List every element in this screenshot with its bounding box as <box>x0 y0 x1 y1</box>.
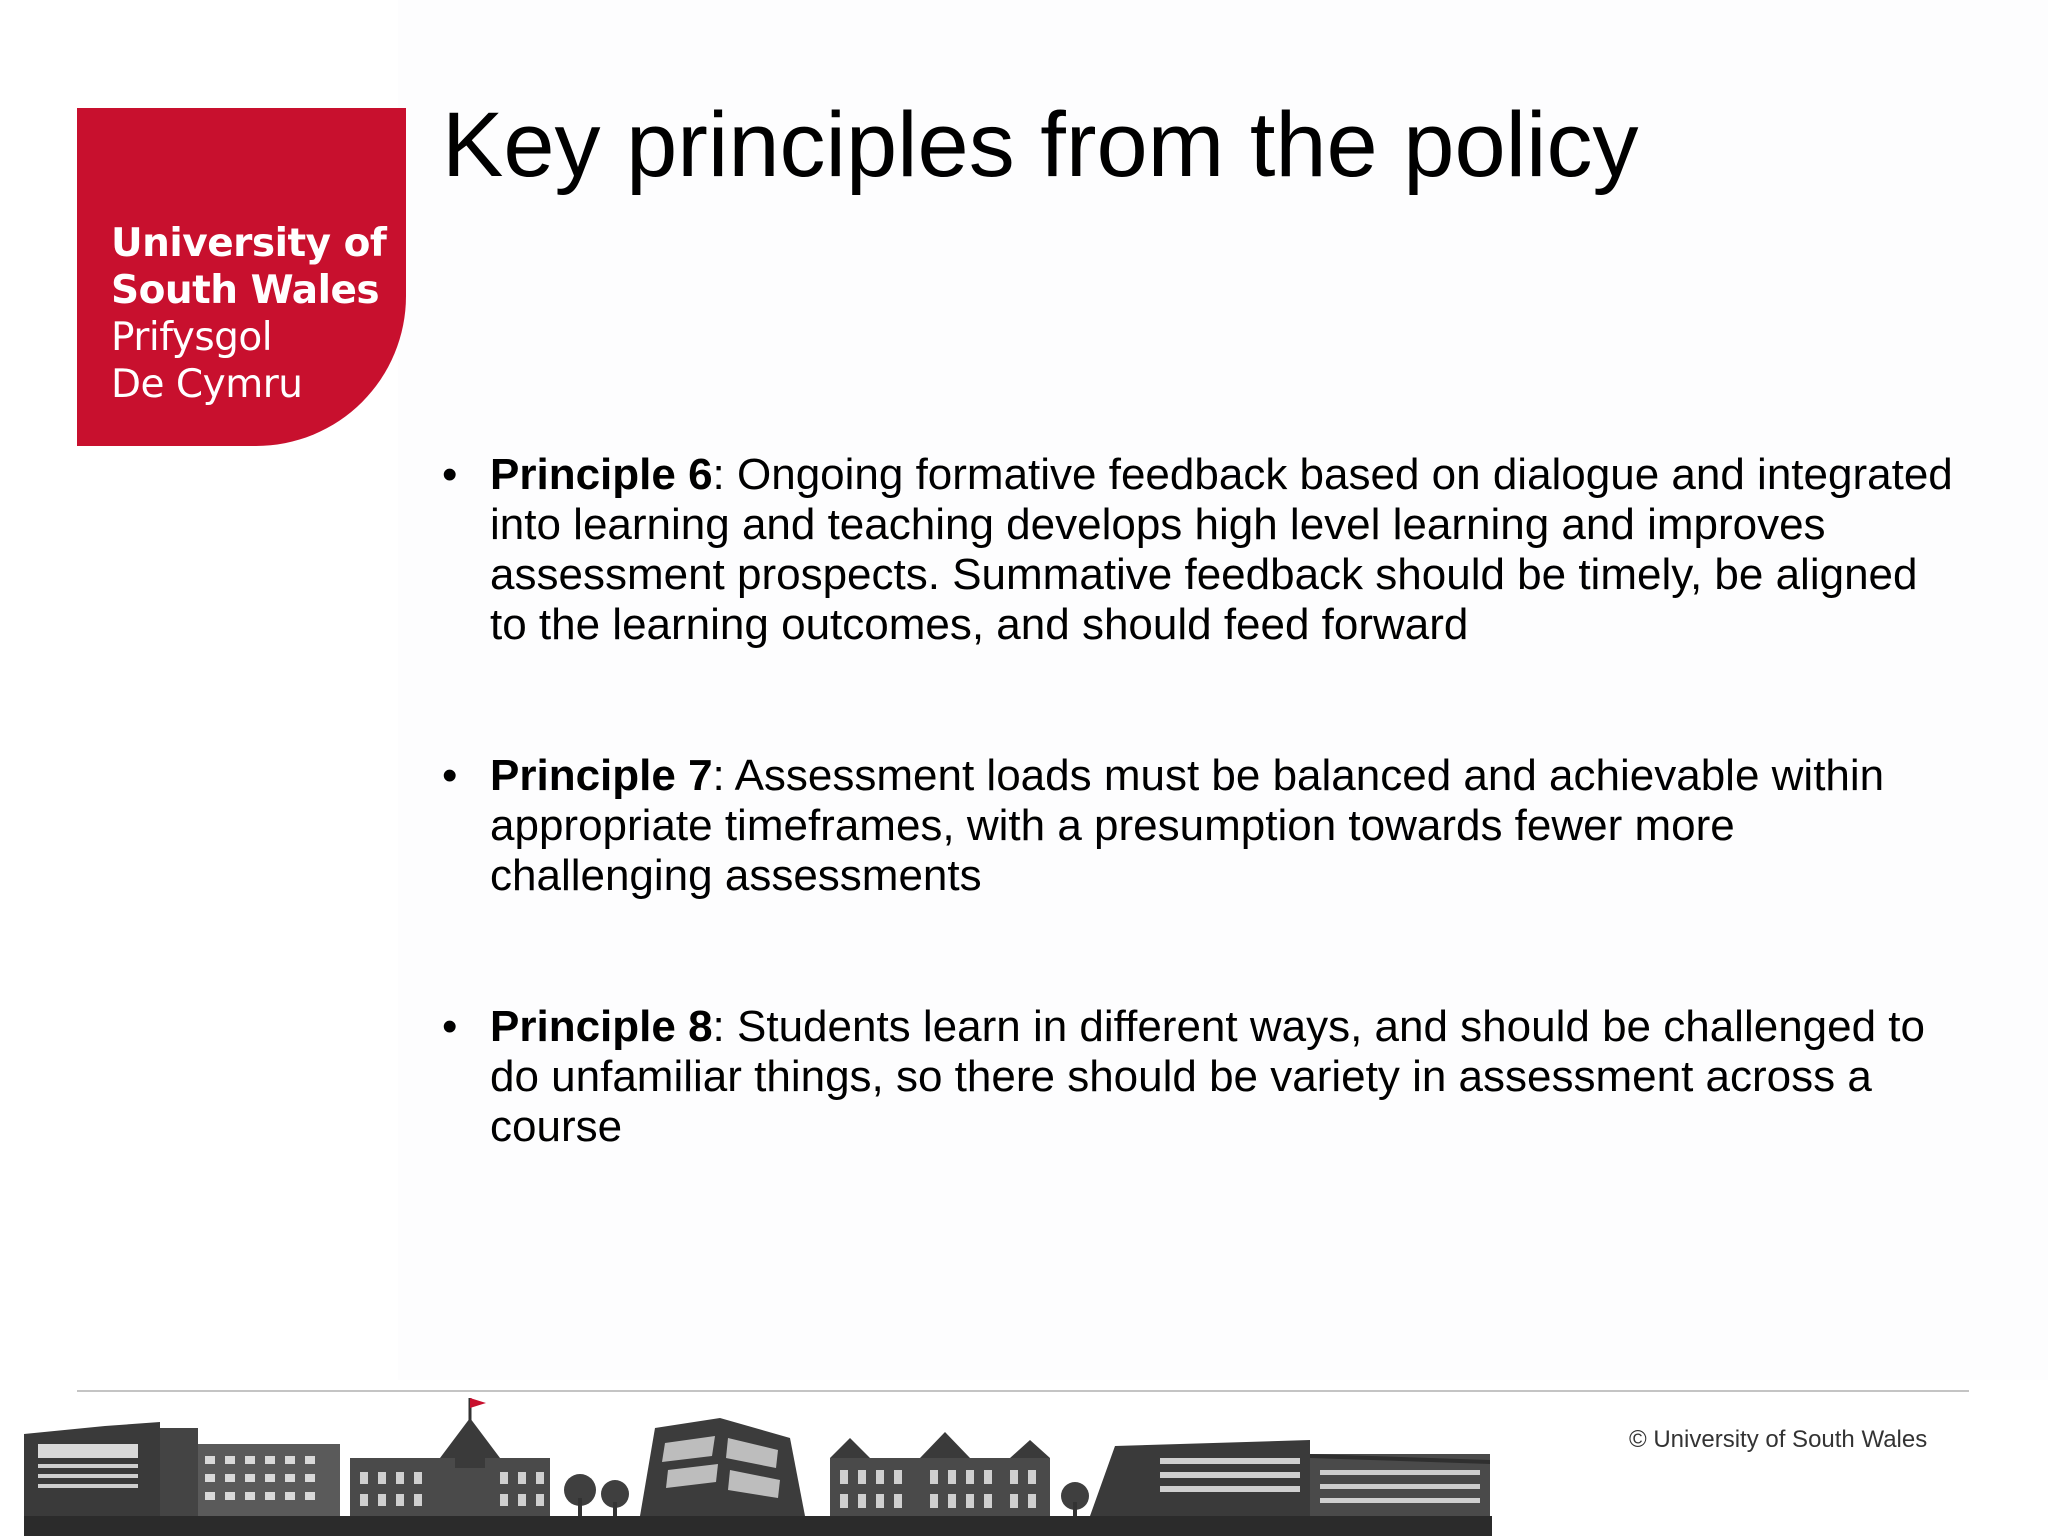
principle-item <box>442 1002 1962 1152</box>
logo-line-3: Prifysgol <box>111 315 273 360</box>
principles-list <box>442 450 1962 1152</box>
principle-label: Principle 6 <box>490 450 713 499</box>
university-logo <box>77 108 406 446</box>
principle-text: : Ongoing formative feedback based on dialogue and integrated into learning and teaching develops high level learning and improves assessment prospects. Summative feedback should be timely, be aligned to the learning outcomes, and should feed forward <box>490 450 1953 649</box>
principle-label: Principle 7 <box>490 751 713 800</box>
principle-text: : Assessment loads must be balanced and achievable within appropriate timeframes, with a presumption towards fewer more challenging assessments <box>490 751 1885 900</box>
principle-item <box>442 751 1962 901</box>
principle-label: Principle 8 <box>490 1002 713 1051</box>
bullet-dot: • <box>442 1002 458 1051</box>
copyright-notice: © University of South Wales <box>1629 1426 1928 1453</box>
footer-divider <box>77 1390 1969 1392</box>
principle-item <box>442 450 1962 650</box>
bullet-dot: • <box>442 450 458 499</box>
principle-text: : Students learn in different ways, and should be challenged to do unfamiliar things, so there should be variety in assessment across a course <box>490 1002 1925 1151</box>
bullet-dot: • <box>442 751 458 800</box>
logo-line-2: South Wales <box>111 268 380 313</box>
logo-line-1: University of <box>111 221 387 266</box>
slide-title: Key principles from the policy <box>442 94 1639 196</box>
logo-line-4: De Cymru <box>111 362 303 407</box>
campus-skyline-illustration <box>0 1398 1500 1536</box>
